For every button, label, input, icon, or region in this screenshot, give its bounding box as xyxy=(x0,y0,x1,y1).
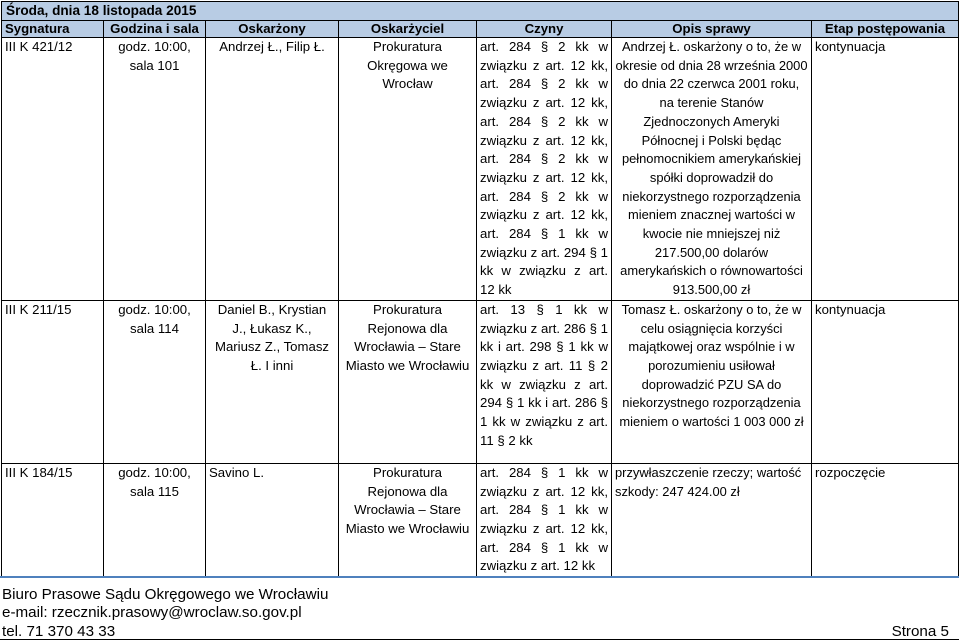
case-signature: III K 184/15 xyxy=(2,463,104,576)
column-header-acts: Czyny xyxy=(477,21,612,38)
case-prosecutor: Prokuratura Okręgowa we Wrocław xyxy=(339,38,477,301)
footer-phone: tel. 71 370 43 33 xyxy=(2,623,116,640)
column-header-prosecutor: Oskarżyciel xyxy=(339,21,477,38)
case-stage: rozpoczęcie xyxy=(812,463,959,576)
hearing-date: Środa, dnia 18 listopada 2015 xyxy=(2,2,959,21)
column-header-time-hall: Godzina i sala xyxy=(104,21,206,38)
case-time-hall: godz. 10:00, sala 115 xyxy=(104,463,206,576)
case-signature: III K 211/15 xyxy=(2,300,104,463)
footer-email: e-mail: rzecznik.prasowy@wroclaw.so.gov.pl xyxy=(2,604,302,621)
column-header-accused: Oskarżony xyxy=(206,21,339,38)
case-description: Tomasz Ł. oskarżony o to, że w celu osiągnięcia korzyści majątkowej oraz wspólnie i w porozumieniu usiłował doprowadzić PZU SA do niekorzystnego rozporządzenia mieniem o wartości 1 003 000 zł xyxy=(612,300,812,463)
case-accused: Daniel B., Krystian J., Łukasz K., Mariusz Z., Tomasz Ł. I inni xyxy=(206,300,339,463)
page-number: Strona 5 xyxy=(891,623,949,640)
case-prosecutor: Prokuratura Rejonowa dla Wrocławia – Stare Miasto we Wrocławiu xyxy=(339,300,477,463)
case-signature: III K 421/12 xyxy=(2,38,104,301)
column-header-description: Opis sprawy xyxy=(612,21,812,38)
case-row xyxy=(2,463,959,576)
case-accused: Savino L. xyxy=(206,463,339,576)
footer-office: Biuro Prasowe Sądu Okręgowego we Wrocławiu xyxy=(2,586,329,603)
case-acts: art. 13 § 1 kk w związku z art. 286 § 1 kk i art. 298 § 1 kk w związku z art. 11 § 2 kk w związku z art. 294 § 1 kk i art. 286 § 1 kk w związku z art. 11 § 2 kk xyxy=(477,300,612,463)
case-stage: kontynuacja xyxy=(812,38,959,301)
case-accused: Andrzej Ł., Filip Ł. xyxy=(206,38,339,301)
case-schedule-table xyxy=(1,1,959,577)
case-time-hall: godz. 10:00, sala 114 xyxy=(104,300,206,463)
date-header-row xyxy=(2,2,959,21)
case-row xyxy=(2,300,959,463)
case-time-hall: godz. 10:00, sala 101 xyxy=(104,38,206,301)
column-header-row xyxy=(2,21,959,38)
footer-divider xyxy=(0,576,959,578)
page-footer xyxy=(0,576,959,638)
column-header-stage: Etap postępowania xyxy=(812,21,959,38)
case-stage: kontynuacja xyxy=(812,300,959,463)
case-acts: art. 284 § 1 kk w związku z art. 12 kk, art. 284 § 1 kk w związku z art. 12 kk, art. 284 § 1 kk w związku z art. 12 kk xyxy=(477,463,612,576)
column-header-signature: Sygnatura xyxy=(2,21,104,38)
case-description: przywłaszczenie rzeczy; wartość szkody: 247 424.00 zł xyxy=(612,463,812,576)
case-acts: art. 284 § 2 kk w związku z art. 12 kk, art. 284 § 2 kk w związku z art. 12 kk, art. 284 § 2 kk w związku z art. 12 kk, art. 284 § 2 kk w związku z art. 12 kk, art. 284 § 2 kk w związku z art. 12 kk, art. 284 § 1 kk w związku z art. 294 § 1 kk w związku z art. 12 kk xyxy=(477,38,612,301)
case-row xyxy=(2,38,959,301)
case-description: Andrzej Ł. oskarżony o to, że w okresie od dnia 28 września 2000 do dnia 22 czerwca 2001 roku, na terenie Stanów Zjednoczonych Ameryki Północnej i Polski będąc pełnomocnikiem amerykańskiej spółki doprowadził do niekorzystnego rozporządzenia mieniem znacznej wartości w kwocie nie mniejszej niż 217.500,00 dolarów amerykańskich o równowartości 913.500,00 zł xyxy=(612,38,812,301)
case-prosecutor: Prokuratura Rejonowa dla Wrocławia – Stare Miasto we Wrocławiu xyxy=(339,463,477,576)
